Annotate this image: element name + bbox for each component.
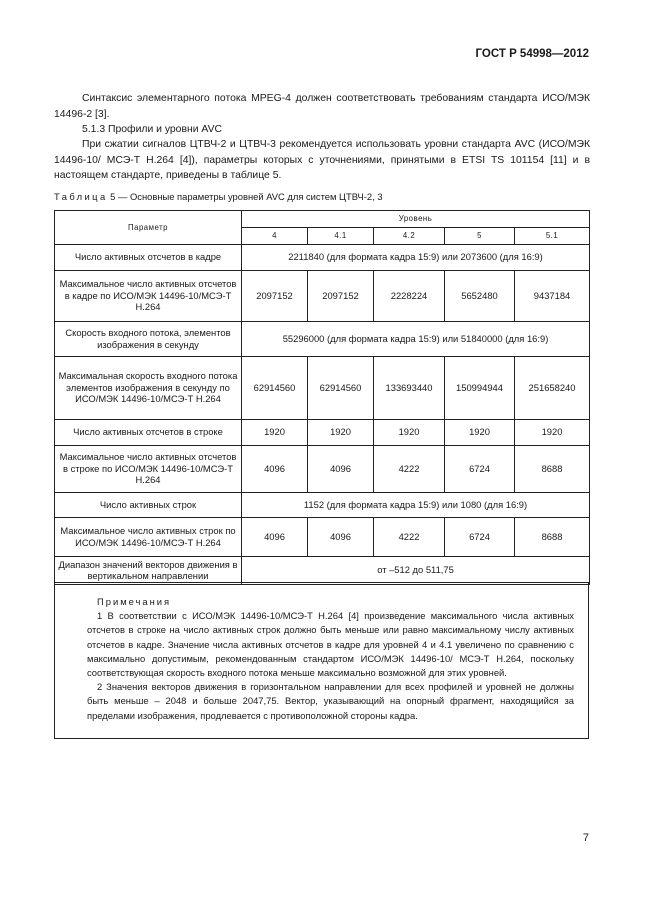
paragraph-mpeg4-syntax: Синтаксис элементарного потока MPEG-4 должен соответствовать требованиям стандарта ИСО/МЭК 14496-2 [3]. <box>54 93 590 120</box>
table-cell: 2097152 <box>242 270 308 321</box>
row-label: Скорость входного потока, элементов изображения в секунду <box>55 321 242 356</box>
table-row <box>55 356 590 419</box>
table-cell: 133693440 <box>374 356 445 419</box>
header-parameter: Параметр <box>55 211 242 245</box>
header-level-value: 4 <box>242 228 308 245</box>
table-cell: 8688 <box>515 445 590 492</box>
document-header: ГОСТ Р 54998—2012 <box>475 48 589 60</box>
merged-cell: от –512 до 511,75 <box>242 556 590 584</box>
table-row <box>55 419 590 445</box>
table-cell: 4096 <box>242 517 308 556</box>
table-cell: 4222 <box>374 445 445 492</box>
header-level-value: 5.1 <box>515 228 590 245</box>
table-caption <box>54 191 383 202</box>
table-cell: 8688 <box>515 517 590 556</box>
row-label: Максимальное число активных строк по ИСО/МЭК 14496-10/МСЭ-Т Н.264 <box>55 517 242 556</box>
table-cell: 4096 <box>308 445 374 492</box>
row-label: Число активных отсчетов в кадре <box>55 244 242 270</box>
table-cell: 9437184 <box>515 270 590 321</box>
table-cell: 5652480 <box>445 270 515 321</box>
merged-cell: 55296000 (для формата кадра 15:9) или 51840000 (для 16:9) <box>242 321 590 356</box>
table-cell: 1920 <box>515 419 590 445</box>
table-row <box>55 270 590 321</box>
merged-cell: 2211840 (для формата кадра 15:9) или 2073600 (для 16:9) <box>242 244 590 270</box>
paragraph-avc-levels: При сжатии сигналов ЦТВЧ-2 и ЦТВЧ-3 рекомендуется использовать уровни стандарта AVC (ИСО/МЭК 14496-10/ МСЭ-Т Н.264 [4]), параметры которых с уточнениями, принятыми в ETSI TS 101154 [11] и в настоящем стандарте, приведены в таблице 5. <box>54 139 590 182</box>
row-label: Максимальная скорость входного потока элементов изображения в секунду по ИСО/МЭК 14496-10/МСЭ-Т Н.264 <box>55 356 242 419</box>
avc-levels-table <box>54 210 590 585</box>
table-caption-label: Таблица <box>54 191 108 202</box>
table-cell: 2228224 <box>374 270 445 321</box>
table-row <box>55 556 590 584</box>
table-row <box>55 517 590 556</box>
table-row <box>55 321 590 356</box>
table-cell: 62914560 <box>242 356 308 419</box>
header-level-value: 4.2 <box>374 228 445 245</box>
table-cell: 6724 <box>445 517 515 556</box>
merged-cell: 1152 (для формата кадра 15:9) или 1080 (для 16:9) <box>242 492 590 517</box>
header-level-value: 4.1 <box>308 228 374 245</box>
table-cell: 251658240 <box>515 356 590 419</box>
table-cell: 4222 <box>374 517 445 556</box>
table-cell: 2097152 <box>308 270 374 321</box>
table-cell: 1920 <box>445 419 515 445</box>
row-label: Диапазон значений векторов движения в вертикальном направлении <box>55 556 242 584</box>
row-label: Число активных строк <box>55 492 242 517</box>
table-cell: 1920 <box>374 419 445 445</box>
header-level: Уровень <box>242 211 590 228</box>
table-cell: 6724 <box>445 445 515 492</box>
table-cell: 62914560 <box>308 356 374 419</box>
table-caption-text: 5 — Основные параметры уровней AVC для систем ЦТВЧ-2, 3 <box>107 191 383 202</box>
note-2: 2 Значения векторов движения в горизонтальном направлении для всех профилей и уровней не должны быть меньше – 2048 и больше 2047,75. Вектор, указывающий на опорный фрагмент, находящийся за пределами изображения, продлевается с противоположной стороны кадра. <box>87 681 574 721</box>
row-label: Максимальное число активных отсчетов в строке по ИСО/МЭК 14496-10/МСЭ-Т Н.264 <box>55 445 242 492</box>
note-1: 1 В соответствии с ИСО/МЭК 14496-10/МСЭ-Т Н.264 [4] произведение максимального числа активных отсчетов в строке на число активных строк должно быть меньше или равно максимальному числу активных отсчетов в кадре. Значение числа активных отсчетов в кадре для уровней 4 и 4.1 увеличено по сравнению с максимально допустимым, рекомендованным стандартом ИСО/МЭК 14496-10/ МСЭ-Т Н.264, поскольку соответствующая скорость входного потока меньше максимально возможной для этих уровней. <box>87 610 574 679</box>
table-notes <box>54 582 589 739</box>
table-cell: 150994944 <box>445 356 515 419</box>
page-number: 7 <box>582 832 589 844</box>
row-label: Максимальное число активных отсчетов в кадре по ИСО/МЭК 14496-10/МСЭ-Т Н.264 <box>55 270 242 321</box>
table-cell: 4096 <box>308 517 374 556</box>
table-cell: 4096 <box>242 445 308 492</box>
table-row <box>55 445 590 492</box>
section-heading-5-1-3: 5.1.3 Профили и уровни AVC <box>82 124 222 136</box>
table-row <box>55 492 590 517</box>
table-row <box>55 244 590 270</box>
row-label: Число активных отсчетов в строке <box>55 419 242 445</box>
header-level-value: 5 <box>445 228 515 245</box>
table-cell: 1920 <box>308 419 374 445</box>
table-cell: 1920 <box>242 419 308 445</box>
notes-title: Примечания <box>97 596 172 607</box>
